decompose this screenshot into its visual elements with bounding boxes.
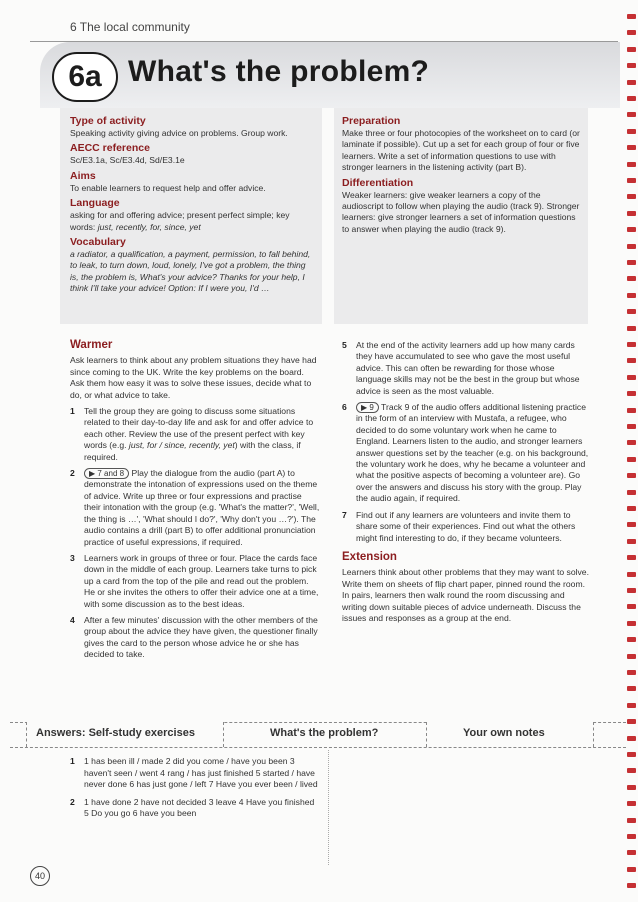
spiral-ring [627, 768, 636, 773]
warmer-heading: Warmer [70, 339, 113, 351]
spiral-ring [627, 604, 636, 609]
vocabulary-text: a radiator, a qualification, a payment, permission, to fall behind, to leak, to turn down, loud, lonely, I've got a problem, the thing is, the problem is, What's your advice? Thanks for your help, I think I'll take your advice! Option: If I were you, I'd … [70, 249, 311, 294]
warmer-list [70, 406, 320, 661]
item-number: 6 [342, 402, 347, 413]
spiral-ring [627, 227, 636, 232]
spiral-ring [627, 96, 636, 101]
audio-track-icon: ▶ 9 [356, 402, 379, 413]
answer-item [70, 756, 320, 791]
item-number: 3 [70, 552, 75, 563]
spiral-ring [627, 572, 636, 577]
spiral-ring [627, 654, 636, 659]
notes-tab-label: Your own notes [463, 727, 545, 739]
warmer-column [70, 340, 320, 666]
spiral-ring [627, 834, 636, 839]
spiral-binding [624, 0, 638, 902]
item-text-italic: just, for / since, recently, yet [128, 440, 235, 451]
spiral-ring [627, 260, 636, 265]
spiral-ring [627, 555, 636, 560]
item-text-main: After a few minutes' discussion with the other members of the group about the advice they have given, the questioner finally gives the card to the person whose advice he or she has decided to take. [84, 614, 318, 660]
language-keywords: just, recently, for, since, yet [97, 221, 201, 232]
spiral-ring [627, 588, 636, 593]
item-text [356, 510, 575, 543]
spiral-ring [627, 457, 636, 462]
language-text-main: asking for and offering advice; present perfect simple; key words: [70, 210, 290, 232]
step-item [342, 340, 590, 397]
item-text-main: Learners work in groups of three or four. Place the cards face down in the middle of each group. Learners take turns to pick up a card from the top of the pile and read out the problem. He or she invites the others to offer their advice one at a time, with some discussion as to the best ideas. [84, 552, 319, 609]
answer-text: 1 has been ill / made 2 did you come / have you been 3 haven't seen / went 4 rang / has just finished 5 started / have never done 6 has just gone / left 7 Have you ever been / lived [84, 756, 318, 790]
spiral-ring [627, 358, 636, 363]
language-text [70, 210, 316, 233]
audio-track-label: 9 [369, 403, 374, 413]
spiral-ring [627, 883, 636, 888]
spiral-ring [627, 621, 636, 626]
warmer-item [70, 615, 320, 661]
column-divider [328, 750, 329, 865]
item-number: 5 [342, 340, 347, 350]
worksheet-title-label: What's the problem? [270, 727, 379, 739]
page-number [30, 866, 50, 886]
spiral-ring [627, 752, 636, 757]
spiral-ring [627, 424, 636, 429]
spiral-ring [627, 293, 636, 298]
spiral-ring [627, 867, 636, 872]
audio-track-label: 7 and 8 [97, 469, 125, 479]
spiral-ring [627, 408, 636, 413]
spiral-ring [627, 637, 636, 642]
unit-code: 6a [68, 60, 102, 93]
item-text-main: Tell the group they are going to discuss some situations related to their day-to-day life and ask for and offer advice to each other. Review the use of the present perfect with key words (e.g. [84, 406, 314, 451]
spiral-ring [627, 391, 636, 396]
warmer-item [70, 553, 320, 610]
item-text-main: At the end of the activity learners add up how many cards they have accumulated to see who gave the most useful advice. This can often be rewarding for those whose language skills may not be the best in the group but whose advice is seen as the most valuable. [356, 340, 580, 396]
extension-text: Learners think about other problems that they may want to solve. Write them on sheets of flip chart paper, pinned round the room. In pairs, learners then walk round the room discussing and writing down suitable pieces of advice underneath. Discuss the issues and responses as a group at the end. [342, 567, 589, 623]
item-text [84, 553, 318, 609]
item-text [356, 402, 588, 503]
spiral-ring [627, 522, 636, 527]
preparation-box [334, 108, 588, 324]
spiral-ring [627, 129, 636, 134]
answer-number: 2 [70, 796, 75, 807]
item-text-end: ) with the class, if required. [84, 440, 301, 462]
answers-tab-label: Answers: Self-study exercises [36, 727, 195, 739]
step-item [342, 510, 590, 544]
spiral-ring [627, 211, 636, 216]
item-text [84, 406, 313, 462]
bar-bottom-rule [10, 747, 626, 748]
unit-title: What's the problem? [128, 55, 430, 88]
language-heading: Language [70, 197, 120, 210]
warmer-item [70, 468, 320, 548]
steps-list [342, 340, 590, 544]
spiral-ring [627, 785, 636, 790]
item-text [84, 468, 319, 546]
spiral-ring [627, 490, 636, 495]
spiral-ring [627, 309, 636, 314]
aecc-heading: AECC reference [70, 142, 150, 155]
spiral-ring [627, 539, 636, 544]
item-text [356, 340, 580, 396]
bottom-bar [0, 722, 638, 748]
vocabulary-heading: Vocabulary [70, 236, 126, 249]
answer-text: 1 have done 2 have not decided 3 leave 4 Have you finished 5 Do you go 6 have you been [84, 796, 315, 819]
spiral-ring [627, 850, 636, 855]
preparation-heading: Preparation [342, 115, 401, 127]
item-number: 4 [70, 614, 75, 625]
steps-column [342, 340, 590, 624]
spiral-ring [627, 801, 636, 806]
spiral-ring [627, 112, 636, 117]
item-text-main: Play the dialogue from the audio (part A) to demonstrate the intonation of expressions used on the theme of advice. Write up three or four expressions and practise their intonation with the group (e.g. 'What's the matter?', 'Well, the thing is …', 'What should I do?', 'Why don't you …?'). The audio contains a drill (part B) to offer additional pronunciation practice of useful expressions, if required. [84, 468, 320, 547]
spiral-ring [627, 506, 636, 511]
preparation-text: Make three or four photocopies of the worksheet on to card (or laminate if possible). Cut up a set for each group of four or five learners. Write a set of information questions to use with stronger learners in the listening activity (part B). [342, 128, 580, 173]
warmer-item [70, 406, 320, 463]
item-number: 2 [70, 468, 75, 479]
section-header: 6 The local community [70, 20, 190, 34]
spiral-ring [627, 244, 636, 249]
differentiation-text: Weaker learners: give weaker learners a copy of the audioscript to follow when playing the audio (track 9). Stronger learners: give stronger learners a set of information questions to answer when playing the audio (track 9). [342, 189, 580, 234]
extension-heading: Extension [342, 550, 397, 563]
activity-info-box [60, 108, 322, 324]
spiral-ring [627, 80, 636, 85]
unit-code-badge [52, 52, 118, 102]
audio-track-icon: ▶ 7 and 8 [84, 468, 129, 479]
spiral-ring [627, 440, 636, 445]
aims-heading: Aims [70, 169, 96, 182]
item-number: 1 [70, 406, 75, 417]
page-number-text: 40 [34, 871, 45, 881]
spiral-ring [627, 670, 636, 675]
spiral-ring [627, 47, 636, 52]
aecc-text: Sc/E3.1a, Sc/E3.4d, Sd/E3.1e [70, 155, 185, 166]
aims-text: To enable learners to request help and offer advice. [70, 182, 266, 193]
answer-item [70, 797, 320, 820]
spiral-ring [627, 162, 636, 167]
spiral-ring [627, 375, 636, 380]
type-text: Speaking activity giving advice on problems. Group work. [70, 128, 288, 138]
item-number: 7 [342, 509, 347, 520]
spiral-ring [627, 342, 636, 347]
spiral-ring [627, 63, 636, 68]
spiral-ring [627, 703, 636, 708]
step-item [342, 402, 590, 505]
item-text [84, 615, 318, 659]
spiral-ring [627, 276, 636, 281]
spiral-ring [627, 326, 636, 331]
answer-number: 1 [70, 756, 75, 766]
item-text-main: Track 9 of the audio offers additional listening practice in the form of an interview with Mustafa, a refugee, who decided to do some voluntary work when he came to England. Learners listen to the audio, and stronger learners answer questions set by the teacher (e.g. on his background, the voluntary work he does, why he became a volunteer and what the positive aspects of becoming a volunteer are). Go over the answers and discuss his story with the group. Play the audio again, if required. [356, 402, 589, 504]
warmer-intro: Ask learners to think about any problem situations they have had since coming to the UK. Write the key problems on the board. Ask them how easy it was to solve these issues, decide what to do, or what advice to take. [70, 355, 317, 400]
type-heading: Type of activity [70, 115, 146, 127]
spiral-ring [627, 818, 636, 823]
spiral-ring [627, 686, 636, 691]
spiral-ring [627, 14, 636, 19]
item-text-main: Find out if any learners are volunteers and invite them to share some of their experiences. Find out what the others might find interesting to do, if they became volunteers. [356, 509, 576, 543]
spiral-ring [627, 30, 636, 35]
spiral-ring [627, 194, 636, 199]
spiral-ring [627, 473, 636, 478]
spiral-ring [627, 145, 636, 150]
spiral-ring [627, 178, 636, 183]
answers-list [70, 756, 320, 826]
differentiation-heading: Differentiation [342, 176, 414, 189]
